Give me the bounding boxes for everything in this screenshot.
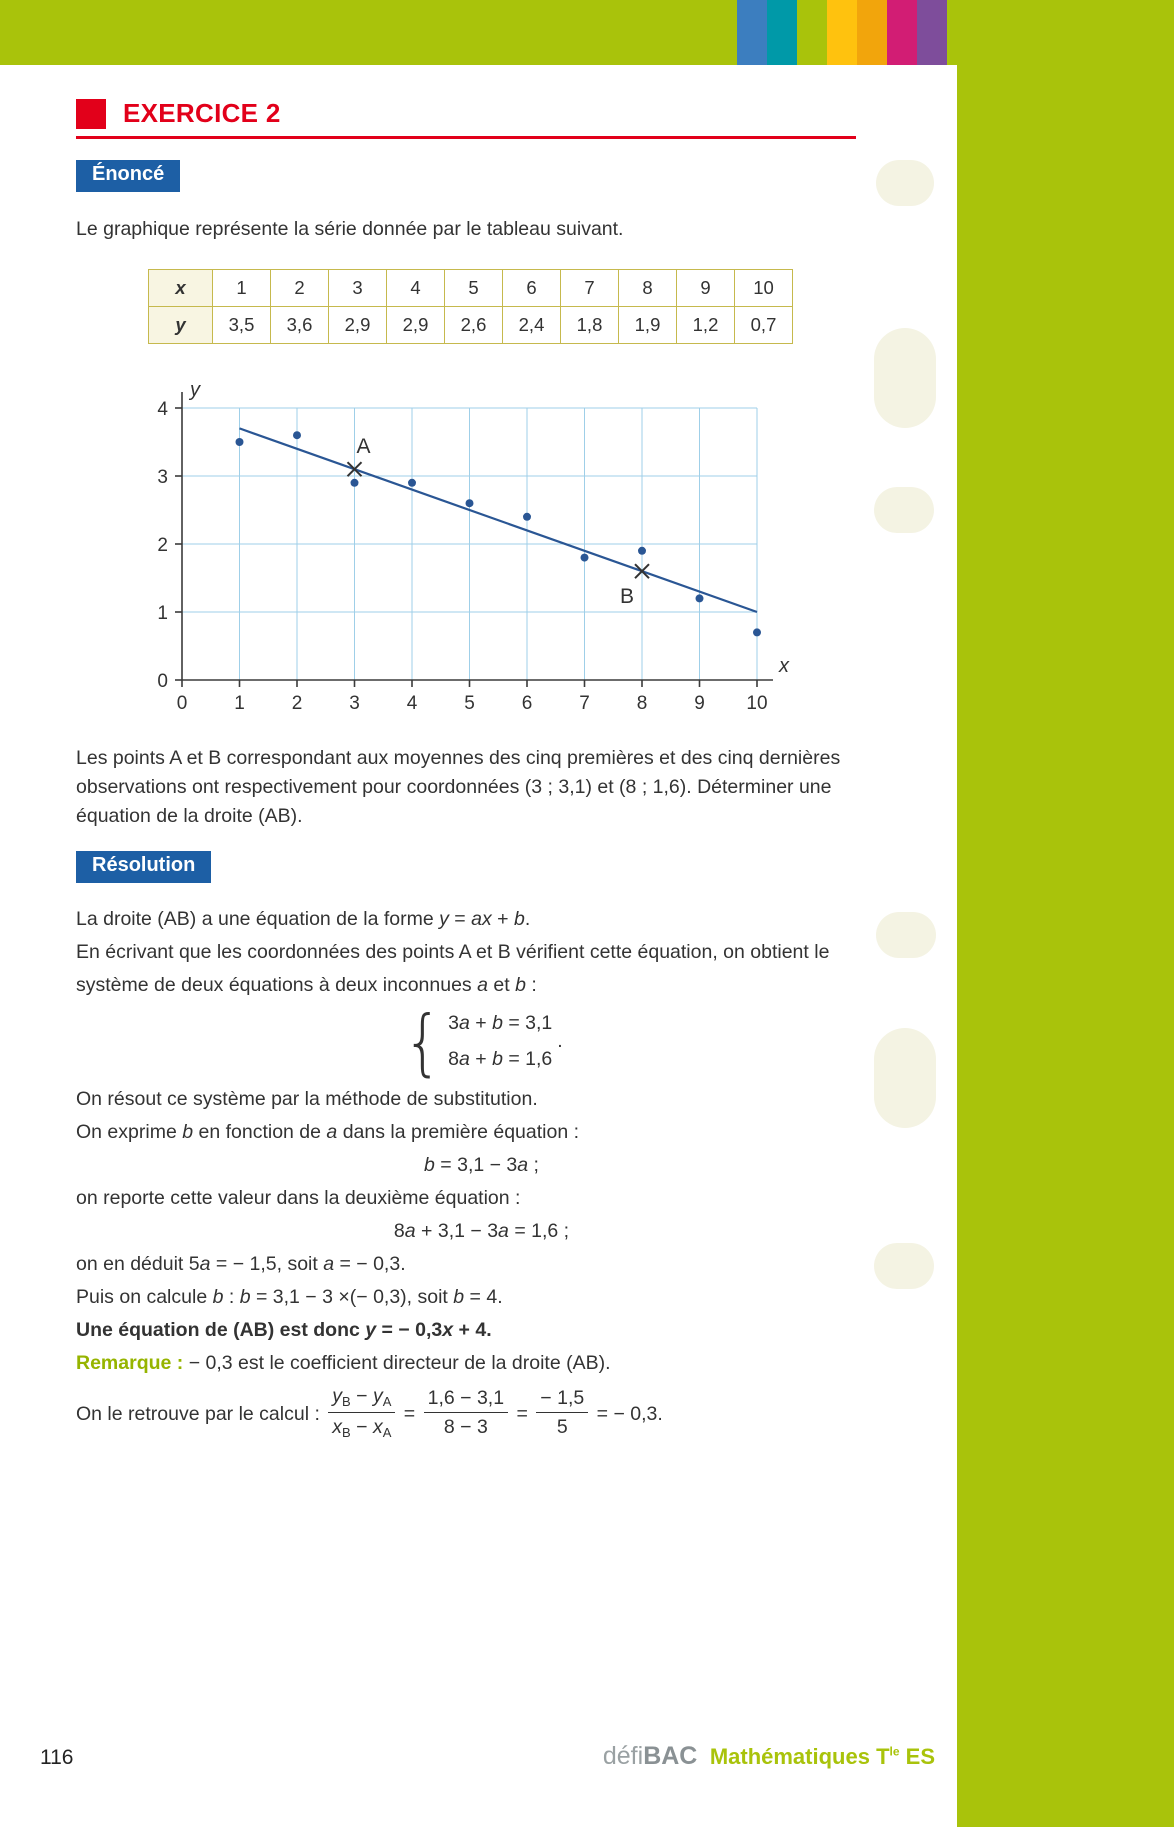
table-row: [149, 269, 793, 306]
table-row: [149, 306, 793, 343]
table-cell: 1,2: [677, 306, 735, 343]
table-cell: 4: [387, 269, 445, 306]
system-equation: 3a + b = 3,1: [448, 1012, 553, 1035]
color-stripe-teal: [767, 0, 797, 65]
resolution-line: Puis on calcule b : b = 3,1 − 3 ×(− 0,3), soit b = 4.: [76, 1285, 503, 1308]
resolution-line: Une équation de (AB) est donc y = − 0,3x + 4.: [76, 1318, 492, 1341]
resolution-line: b = 3,1 − 3a ;: [424, 1154, 539, 1177]
table-row-header: y: [149, 306, 213, 343]
svg-text:1: 1: [234, 692, 245, 714]
table-row-header: x: [149, 269, 213, 306]
fraction: $\frac{- 1,5}{5}$: [536, 1386, 588, 1440]
exercise-bullet-square: [76, 99, 106, 129]
table-cell: 7: [561, 269, 619, 306]
table-cell: 3: [329, 269, 387, 306]
svg-text:A: A: [356, 435, 371, 459]
resolution-line: En écrivant que les coordonnées des points A et B vérifient cette équation, on obtient le système de deux équations à deux inconnues a et b :: [76, 941, 830, 997]
table-cell: 2,6: [445, 306, 503, 343]
svg-text:7: 7: [579, 692, 590, 714]
resolution-line: On exprime b en fonction de a dans la première équation :: [76, 1121, 580, 1144]
table-cell: 6: [503, 269, 561, 306]
table-cell: 8: [619, 269, 677, 306]
table-cell: 3,6: [271, 306, 329, 343]
svg-text:1: 1: [157, 602, 168, 624]
resolution-badge: Résolution: [76, 851, 211, 883]
table-cell: 3,5: [213, 306, 271, 343]
resolution-line: La droite (AB) a une équation de la forme y = ax + b.: [76, 908, 531, 931]
system-period: .: [557, 1030, 563, 1053]
table-cell: 1,8: [561, 306, 619, 343]
resolution-text: [76, 903, 887, 1443]
table-cell: 2,4: [503, 306, 561, 343]
color-stripe-purple: [917, 0, 947, 65]
footer-brand: [603, 1742, 935, 1771]
color-stripe-yellow: [827, 0, 857, 65]
brand-bac: BAC: [643, 1742, 698, 1770]
question-text: Les points A et B correspondant aux moyennes des cinq premières et des cinq dernières observations ont respectivement pour coordonnées (3 ; 3,1) et (8 ; 1,6). Déterminer une équation de la droite (AB).: [76, 746, 841, 827]
footer-subject: Mathématiques $T^{le}$ ES: [709, 1744, 935, 1769]
table-cell: 1: [213, 269, 271, 306]
svg-text:0: 0: [157, 670, 168, 692]
svg-text:10: 10: [746, 692, 768, 714]
fraction: $\frac{1,6 - 3,1}{8 - 3}$: [424, 1386, 508, 1440]
svg-text:5: 5: [464, 692, 475, 714]
resolution-line: Remarque : − 0,3 est le coefficient directeur de la droite (AB).: [76, 1351, 611, 1374]
svg-text:0: 0: [176, 692, 188, 714]
exercise-header: [76, 98, 887, 129]
resolution-line: on reporte cette valeur dans la deuxième équation :: [76, 1187, 521, 1210]
data-table: [148, 269, 793, 344]
resolution-line: on en déduit 5a = − 1,5, soit a = − 0,3.: [76, 1253, 406, 1276]
page-footer: [0, 1742, 957, 1771]
svg-text:2: 2: [291, 692, 303, 714]
svg-text:4: 4: [157, 398, 168, 420]
svg-text:x: x: [779, 654, 789, 677]
side-color-band: [957, 0, 1174, 1827]
resolution-line: On le retrouve par le calcul : $\frac{y_B - y_A}{x_B - x_A}$ = $\frac{1,6 - 3,1}{8 - 3}$ = $\frac{- 1,5}{5}$ = − 0,3.: [76, 1384, 663, 1441]
enonce-badge: Énoncé: [76, 160, 180, 192]
color-stripe-magenta: [887, 0, 917, 65]
title-rule: [76, 136, 856, 139]
svg-text:3: 3: [157, 466, 168, 488]
top-color-band: [0, 0, 1174, 65]
table-cell: 2: [271, 269, 329, 306]
svg-text:8: 8: [636, 692, 648, 714]
page-content: [0, 65, 957, 1443]
table-cell: 1,9: [619, 306, 677, 343]
color-stripe-gold: [857, 0, 887, 65]
table-cell: 0,7: [735, 306, 793, 343]
svg-text:9: 9: [694, 692, 705, 714]
svg-text:2: 2: [157, 534, 168, 556]
system-equation: 8a + b = 1,6: [448, 1047, 553, 1070]
svg-text:3: 3: [349, 692, 360, 714]
scatter-chart: [140, 370, 790, 722]
svg-text:4: 4: [406, 692, 418, 714]
page-number: 116: [40, 1746, 74, 1769]
brand-defi: défi: [602, 1742, 644, 1770]
fraction: $\frac{y_B - y_A}{x_B - x_A}$: [328, 1384, 395, 1442]
resolution-line: On résout ce système par la méthode de substitution.: [76, 1088, 538, 1111]
svg-text:B: B: [620, 585, 635, 609]
color-stripe-blue: [737, 0, 767, 65]
intro-text: Le graphique représente la série donnée par le tableau suivant.: [76, 218, 624, 240]
svg-text:y: y: [190, 378, 200, 401]
table-cell: 10: [735, 269, 793, 306]
resolution-line: 8a + 3,1 − 3a = 1,6 ;: [393, 1220, 570, 1243]
exercise-title: EXERCICE 2: [123, 98, 281, 128]
table-cell: 9: [677, 269, 735, 306]
svg-text:6: 6: [521, 692, 533, 714]
table-cell: 2,9: [387, 306, 445, 343]
table-cell: 2,9: [329, 306, 387, 343]
equation-system: { 3a + b = 3,1 8a + b = 1,6 .: [403, 999, 563, 1084]
table-cell: 5: [445, 269, 503, 306]
